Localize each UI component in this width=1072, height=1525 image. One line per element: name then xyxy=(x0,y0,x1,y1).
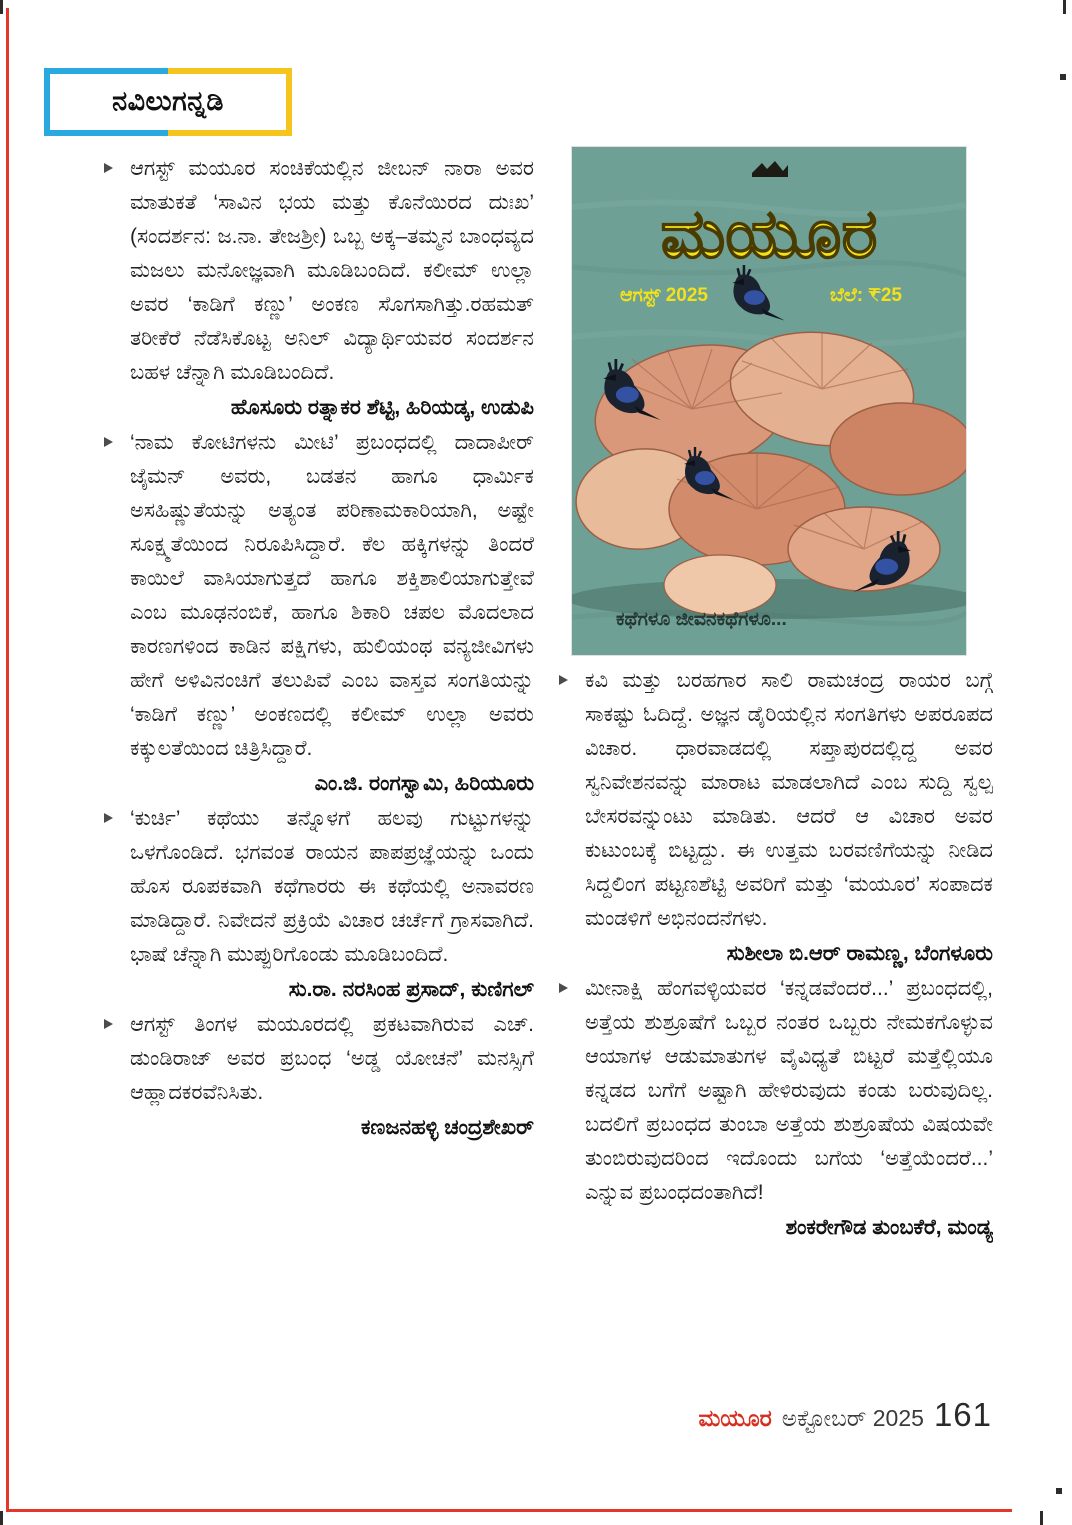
letter-text: ಆಗಸ್ಟ್ ಮಯೂರ ಸಂಚಿಕೆಯಲ್ಲಿನ ಜೀಬನ್ ನಾರಾ ಅವರ ಮಾತುಕತೆ ‘ಸಾವಿನ ಭಯ ಮತ್ತು ಕೊನೆಯಿರದ ದುಃಖ’ (ಸಂದರ್ಶನ: ಜ.ನಾ. ತೇಜಶ್ರೀ) ಒಬ್ಬ ಅಕ್ಕ–ತಮ್ಮನ ಬಾಂಧವ್ಯದ ಮಜಲು ಮನೋಜ್ಞವಾಗಿ ಮೂಡಿಬಂದಿದೆ. ಕಲೀಮ್ ಉಲ್ಲಾ ಅವರ ‘ಕಾಡಿಗೆ ಕಣ್ಣು’ ಅಂಕಣ ಸೊಗಸಾಗಿತ್ತು.ರಹಮತ್ ತರೀಕೆರೆ ನೆಡೆಸಿಕೊಟ್ಟ ಅನಿಲ್ ವಿದ್ಯಾರ್ಥಿಯವರ ಸಂದರ್ಶನ ಬಹಳ ಚೆನ್ನಾಗಿ ಮೂಡಿಬಂದಿದೆ. xyxy=(130,157,534,384)
footer-issue: ಅಕ್ಟೋಬರ್ 2025 xyxy=(781,1405,924,1431)
crop-mark xyxy=(0,1511,3,1525)
bullet-triangle-icon xyxy=(559,983,568,993)
letter-text: ‘ಕುರ್ಚಿ’ ಕಥೆಯು ತನ್ನೊಳಗೆ ಹಲವು ಗುಟ್ಟುಗಳನ್ನು ಒಳಗೊಂಡಿದೆ. ಭಗವಂತ ರಾಯನ ಪಾಪಪ್ರಜ್ಞೆಯನ್ನು ಒಂದು ಹೊಸ ರೂಪಕವಾಗಿ ಕಥೆಗಾರರು ಈ ಕಥೆಯಲ್ಲಿ ಅನಾವರಣ ಮಾಡಿದ್ದಾರೆ. ನಿವೇದನೆ ಪ್ರಕ್ರಿಯೆ ವಿಚಾರ ಚರ್ಚೆಗೆ ಗ್ರಾಸವಾಗಿದೆ. ಭಾಷೆ ಚೆನ್ನಾಗಿ ಮುಪ್ಪುರಿಗೊಂಡು ಮೂಡಿಬಂದಿದೆ. xyxy=(130,807,534,966)
registration-mark xyxy=(1060,74,1066,80)
letter-item xyxy=(102,152,534,426)
letter-signature: ಸು.ರಾ. ನರಸಿಂಹ ಪ್ರಸಾದ್, ಕುಣಿಗಲ್ xyxy=(288,978,534,1001)
letter-item xyxy=(557,972,993,1246)
trim-line-bottom xyxy=(6,1509,1012,1512)
letters-column-left xyxy=(102,152,534,1362)
magazine-cover-image xyxy=(572,147,966,655)
letter-item xyxy=(102,426,534,802)
letter-item xyxy=(102,1008,534,1146)
crop-mark xyxy=(0,0,3,14)
crop-mark xyxy=(1063,0,1066,14)
cover-caption: ಕಥೆಗಳೂ ಜೀವನಕಥೆಗಳೂ... xyxy=(616,609,787,630)
letter-item xyxy=(557,664,993,972)
letter-text: ಕವಿ ಮತ್ತು ಬರಹಗಾರ ಸಾಲಿ ರಾಮಚಂದ್ರ ರಾಯರ ಬಗ್ಗೆ ಸಾಕಷ್ಟು ಓದಿದ್ದೆ. ಅಜ್ಞನ ಡೈರಿಯಲ್ಲಿನ ಸಂಗತಿಗಳು ಅಪರೂಪದ ವಿಚಾರ. ಧಾರವಾಡದಲ್ಲಿ ಸಪ್ತಾಪುರದಲ್ಲಿದ್ದ ಅವರ ಸ್ವನಿವೇಶನವನ್ನು ಮಾರಾಟ ಮಾಡಲಾಗಿದೆ ಎಂಬ ಸುದ್ದಿ ಸ್ವಲ್ಪ ಬೇಸರವನ್ನುಂಟು ಮಾಡಿತು. ಆದರೆ ಆ ವಿಚಾರ ಅವರ ಕುಟುಂಬಕ್ಕೆ ಬಿಟ್ಟದ್ದು. ಈ ಉತ್ತಮ ಬರವಣಿಗೆಯನ್ನು ನೀಡಿದ ಸಿದ್ದಲಿಂಗ ಪಟ್ಟಣಶೆಟ್ಟಿ ಅವರಿಗೆ ಮತ್ತು ‘ಮಯೂರ’ ಸಂಪಾದಕ ಮಂಡಳಿಗೆ ಅಭಿನಂದನೆಗಳು. xyxy=(585,669,993,930)
section-title: ನವಿಲುಗನ್ನಡಿ xyxy=(112,86,224,116)
bullet-triangle-icon xyxy=(559,675,568,685)
bullet-triangle-icon xyxy=(104,813,113,823)
letter-signature: ಎಂ.ಜಿ. ರಂಗಸ್ವಾಮಿ, ಹಿರಿಯೂರು xyxy=(314,772,534,795)
bullet-triangle-icon xyxy=(104,1019,113,1029)
letter-signature: ಹೊಸೂರು ರತ್ನಾಕರ ಶೆಟ್ಟಿ, ಹಿರಿಯಡ್ಕ, ಉಡುಪಿ xyxy=(230,396,534,419)
magazine-cover-illustration xyxy=(572,147,966,655)
footer-page-number: 161 xyxy=(933,1396,992,1433)
letter-item xyxy=(102,802,534,1008)
letter-signature: ಶಂಕರೇಗೌಡ ತುಂಬಕೆರೆ, ಮಂಡ್ಯ xyxy=(785,1216,993,1239)
crop-mark xyxy=(1040,1511,1043,1525)
letter-signature: ಸುಶೀಲಾ ಬಿ.ಆರ್ ರಾಮಣ್ಣ, ಬೆಂಗಳೂರು xyxy=(726,942,993,965)
registration-mark xyxy=(1056,1488,1062,1494)
footer-magazine-name: ಮಯೂರ xyxy=(698,1405,772,1431)
letter-text: ಮೀನಾಕ್ಷಿ ಹೆಂಗವಳ್ಳಿಯವರ ‘ಕನ್ನಡವೆಂದರೆ...’ ಪ್ರಬಂಧದಲ್ಲಿ, ಅತ್ತೆಯ ಶುಶ್ರೂಷೆಗೆ ಒಬ್ಬರ ನಂತರ ಒಬ್ಬರು ನೇಮಕಗೊಳ್ಳುವ ಆಯಾಗಳ ಆಡುಮಾತುಗಳ ವೈವಿಧ್ಯತೆ ಬಿಟ್ಟರೆ ಮತ್ತೆಲ್ಲಿಯೂ ಕನ್ನಡದ ಬಗೆಗೆ ಅಷ್ಟಾಗಿ ಹೇಳಿರುವುದು ಕಂಡು ಬರುವುದಿಲ್ಲ. ಬದಲಿಗೆ ಪ್ರಬಂಧದ ತುಂಬಾ ಅತ್ತೆಯ ಶುಶ್ರೂಷೆಯ ವಿಷಯವೇ ತುಂಬಿರುವುದರಿಂದ ಇದೊಂದು ಬಗೆಯ ‘ಅತ್ತೆಯೆಂದರೆ...’ ಎನ್ನುವ ಪ್ರಬಂಧದಂತಾಗಿದೆ! xyxy=(585,977,993,1204)
letter-text: ಆಗಸ್ಟ್ ತಿಂಗಳ ಮಯೂರದಲ್ಲಿ ಪ್ರಕಟವಾಗಿರುವ ಎಚ್. ಡುಂಡಿರಾಜ್ ಅವರ ಪ್ರಬಂಧ ‘ಅಡ್ಡ ಯೋಚನೆ’ ಮನಸ್ಸಿಗೆ ಆಹ್ಲಾದಕರವೆನಿಸಿತು. xyxy=(130,1013,534,1104)
trim-line-left xyxy=(6,8,9,1512)
letters-column-right xyxy=(557,664,993,1394)
bullet-triangle-icon xyxy=(104,163,113,173)
cover-issue-date: ಆಗಸ್ಟ್ 2025 xyxy=(620,285,708,306)
section-header-box xyxy=(44,68,292,136)
letter-text: ‘ನಾಮ ಕೋಟಿಗಳನು ಮೀಟಿ’ ಪ್ರಬಂಧದಲ್ಲಿ ದಾದಾಪೀರ್ ಜೈಮನ್ ಅವರು, ಬಡತನ ಹಾಗೂ ಧಾರ್ಮಿಕ ಅಸಹಿಷ್ಣುತೆಯನ್ನು ಅತ್ಯಂತ ಪರಿಣಾಮಕಾರಿಯಾಗಿ, ಅಷ್ಟೇ ಸೂಕ್ಷ್ಮತೆಯಿಂದ ನಿರೂಪಿಸಿದ್ದಾರೆ. ಕೆಲ ಹಕ್ಕಿಗಳನ್ನು ತಿಂದರೆ ಕಾಯಿಲೆ ವಾಸಿಯಾಗುತ್ತದೆ ಹಾಗೂ ಶಕ್ತಿಶಾಲಿಯಾಗುತ್ತೇವೆ ಎಂಬ ಮೂಢನಂಬಿಕೆ, ಹಾಗೂ ಶಿಕಾರಿ ಚಪಲ ಮೊದಲಾದ ಕಾರಣಗಳಿಂದ ಕಾಡಿನ ಪಕ್ಷಿಗಳು, ಹುಲಿಯಂಥ ವನ್ಯಜೀವಿಗಳು ಹೇಗೆ ಅಳಿವಿನಂಚಿಗೆ ತಲುಪಿವೆ ಎಂಬ ವಾಸ್ತವ ಸಂಗತಿಯನ್ನು ‘ಕಾಡಿಗೆ ಕಣ್ಣು’ ಅಂಕಣದಲ್ಲಿ ಕಲೀಮ್ ಉಲ್ಲಾ ಅವರು ಕಕ್ಕುಲತೆಯಿಂದ ಚಿತ್ರಿಸಿದ್ದಾರೆ. xyxy=(130,431,534,760)
cover-masthead: ಮಯೂರ xyxy=(660,196,878,272)
letter-signature: ಕಣಜನಹಳ್ಳಿ ಚಂದ್ರಶೇಖರ್ xyxy=(360,1116,534,1139)
page-footer xyxy=(600,1396,992,1434)
bullet-triangle-icon xyxy=(104,437,113,447)
cover-price: ಬೆಲೆ: ₹25 xyxy=(830,285,902,306)
